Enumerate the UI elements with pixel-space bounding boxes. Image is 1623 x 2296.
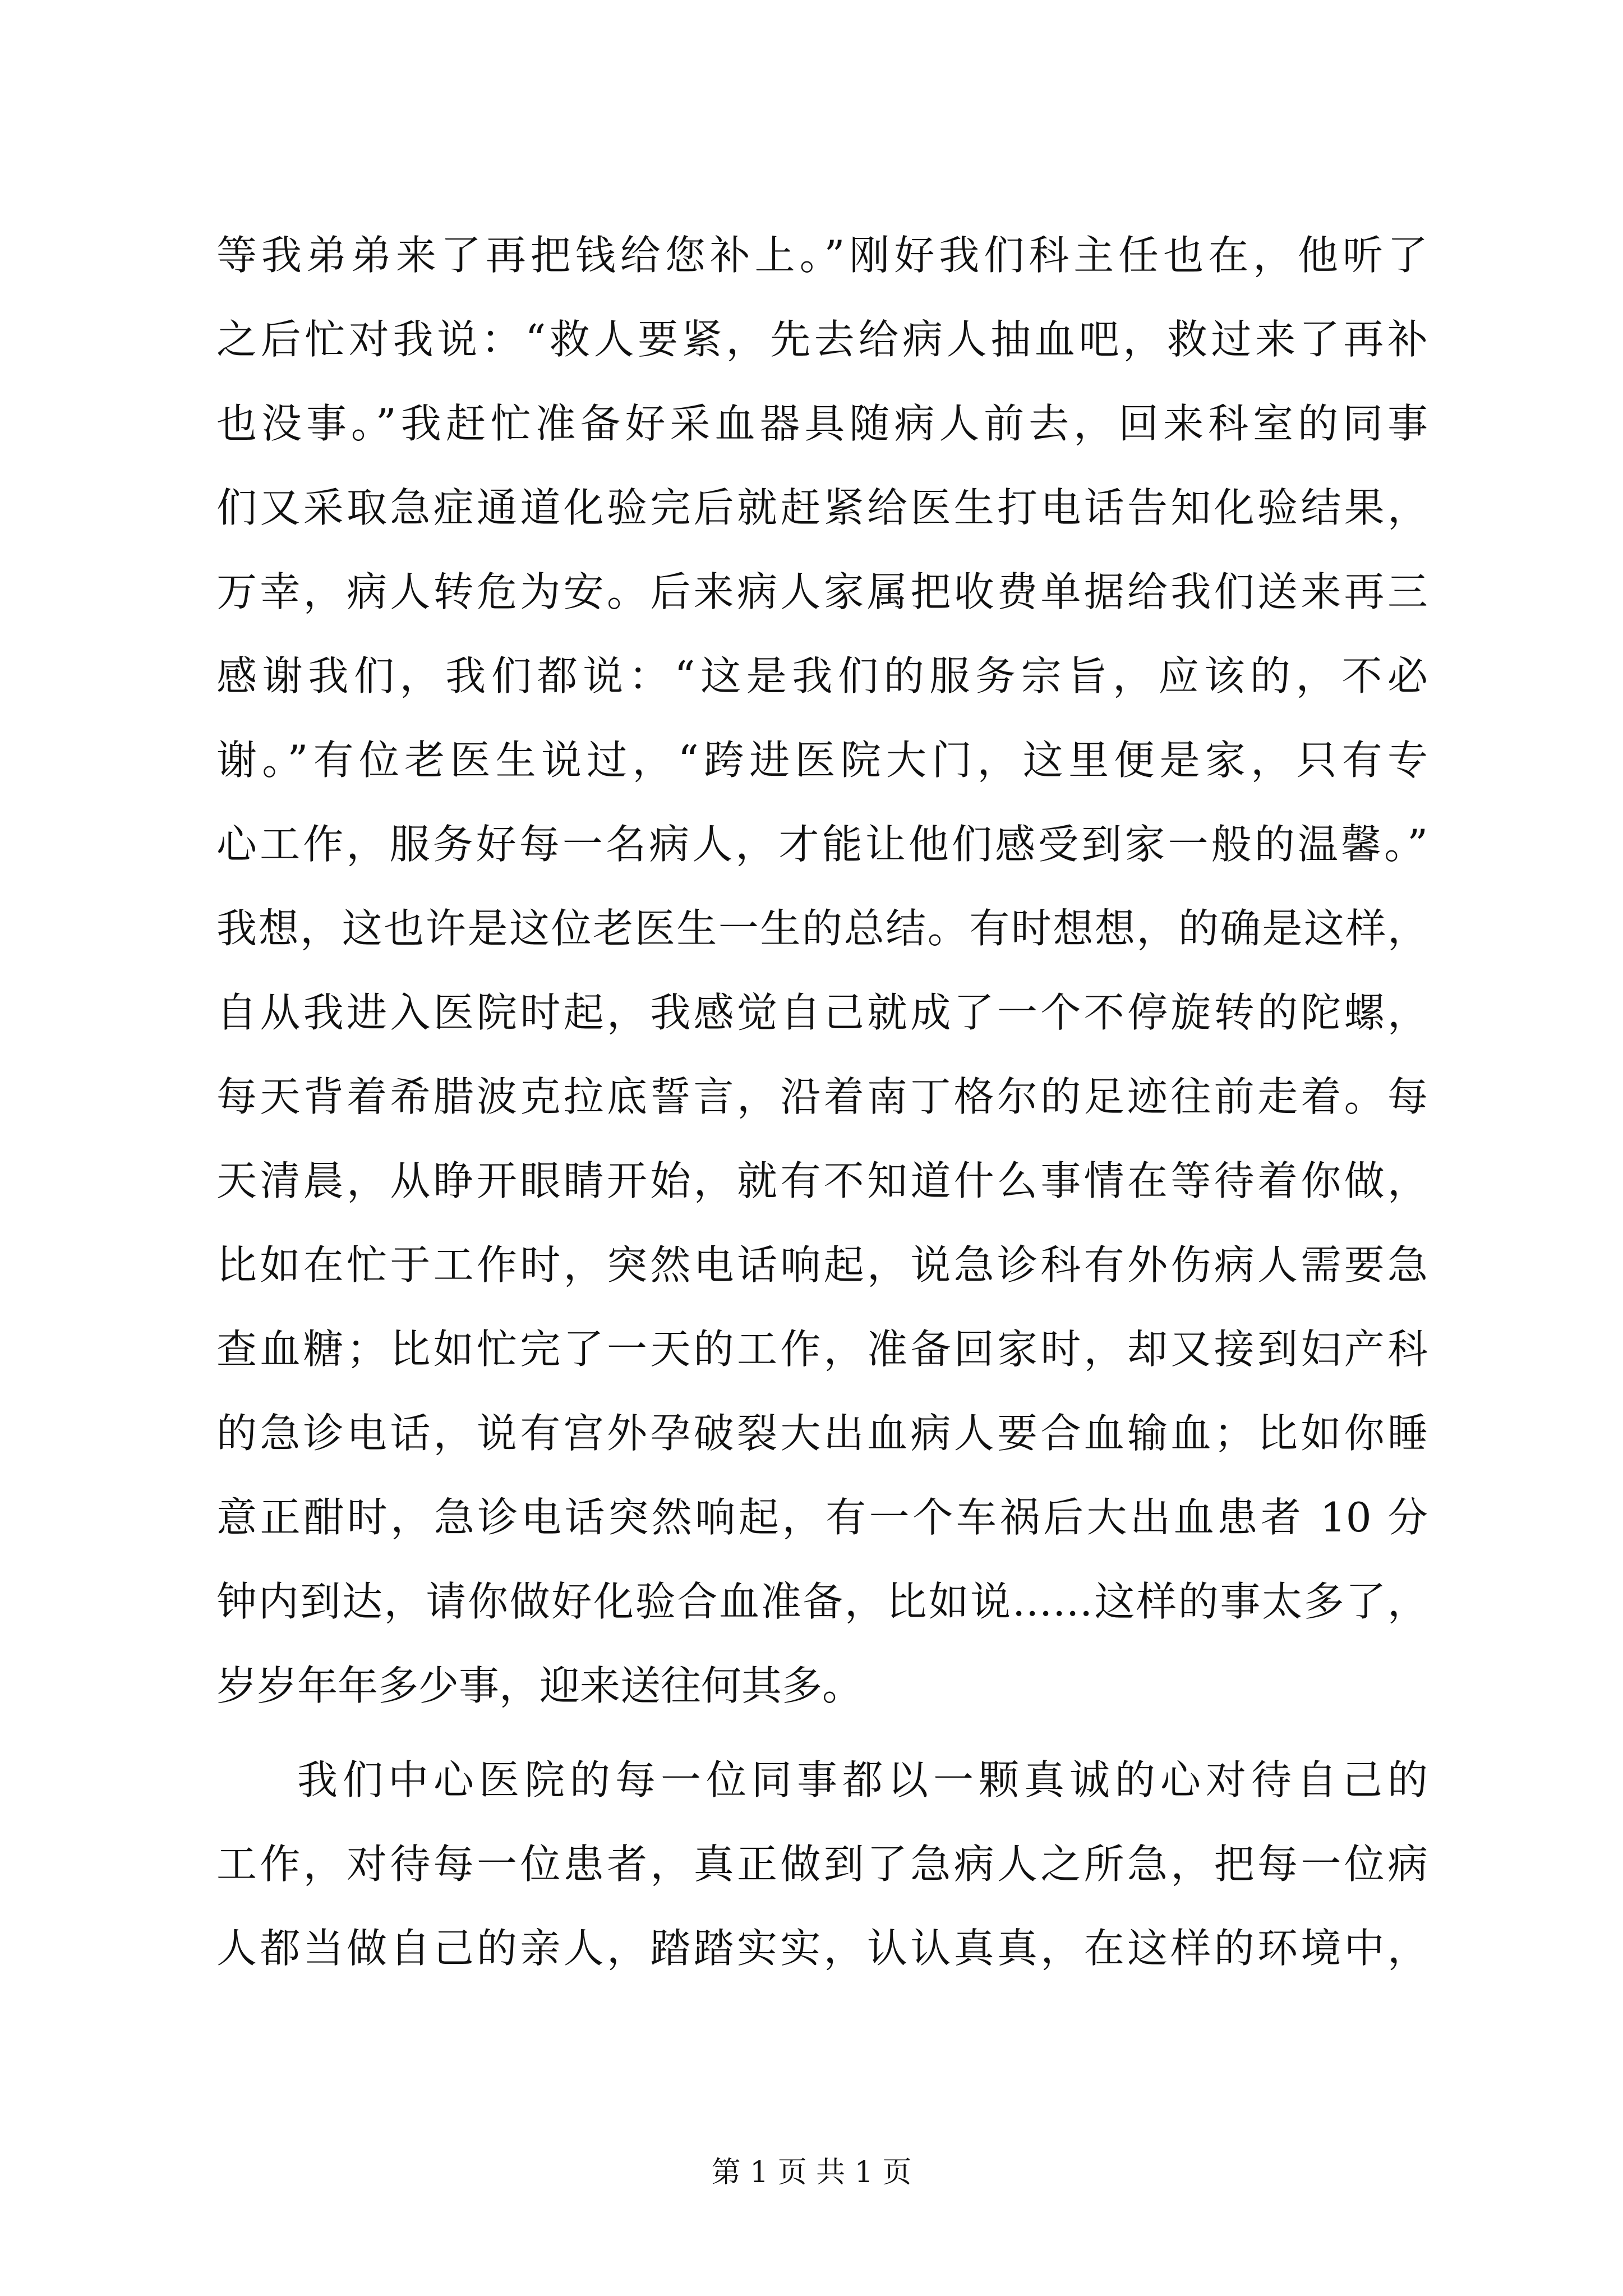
text-line: 的急诊电话，说有宫外孕破裂大出血病人要合血输血；比如你睡 <box>216 1410 1428 1457</box>
text-line: 意正酣时，急诊电话突然响起，有一个车祸后大出血患者 10 分 <box>216 1494 1428 1541</box>
text-line: 自从我进入医院时起，我感觉自己就成了一个不停旋转的陀螺， <box>216 989 1428 1036</box>
page-number-footer: 第 1 页 共 1 页 <box>711 2156 912 2189</box>
paragraph-2 <box>216 1738 1428 1990</box>
text-line: 我想，这也许是这位老医生一生的总结。有时想想，的确是这样， <box>216 905 1428 952</box>
text-line: 天清晨，从睁开眼睛开始，就有不知道什么事情在等待着你做， <box>216 1157 1428 1204</box>
text-line: 感谢我们，我们都说：“这是我们的服务宗旨，应该的，不必 <box>216 652 1428 700</box>
text-line: 每天背着希腊波克拉底誓言，沿着南丁格尔的足迹往前走着。每 <box>216 1073 1428 1120</box>
text-line: 我们中心医院的每一位同事都以一颗真诚的心对待自己的 <box>297 1756 1428 1803</box>
text-line: 心工作，服务好每一名病人，才能让他们感受到家一般的温馨。” <box>216 821 1428 868</box>
document-body <box>216 213 1428 1990</box>
text-line: 也没事。”我赶忙准备好采血器具随病人前去，回来科室的同事 <box>216 400 1428 447</box>
paragraph-1 <box>216 213 1428 1728</box>
text-line: 比如在忙于工作时，突然电话响起，说急诊科有外伤病人需要急 <box>216 1241 1428 1289</box>
text-line: 万幸，病人转危为安。后来病人家属把收费单据给我们送来再三 <box>216 568 1428 615</box>
text-line: 钟内到达，请你做好化验合血准备，比如说……这样的事太多了， <box>216 1578 1428 1625</box>
text-line: 等我弟弟来了再把钱给您补上。”刚好我们科主任也在，他听了 <box>216 232 1428 279</box>
text-line: 谢。”有位老医生说过，“跨进医院大门，这里便是家，只有专 <box>216 737 1428 784</box>
text-line: 之后忙对我说：“救人要紧，先去给病人抽血吧，救过来了再补 <box>216 316 1428 363</box>
text-line: 岁岁年年多少事，迎来送往何其多。 <box>216 1662 863 1709</box>
text-line: 工作，对待每一位患者，真正做到了急病人之所急，把每一位病 <box>216 1841 1428 1888</box>
text-line: 们又采取急症通道化验完后就赶紧给医生打电话告知化验结果， <box>216 484 1428 531</box>
text-line: 查血糖；比如忙完了一天的工作，准备回家时，却又接到妇产科 <box>216 1326 1428 1373</box>
text-line: 人都当做自己的亲人，踏踏实实，认认真真，在这样的环境中， <box>216 1925 1428 1972</box>
